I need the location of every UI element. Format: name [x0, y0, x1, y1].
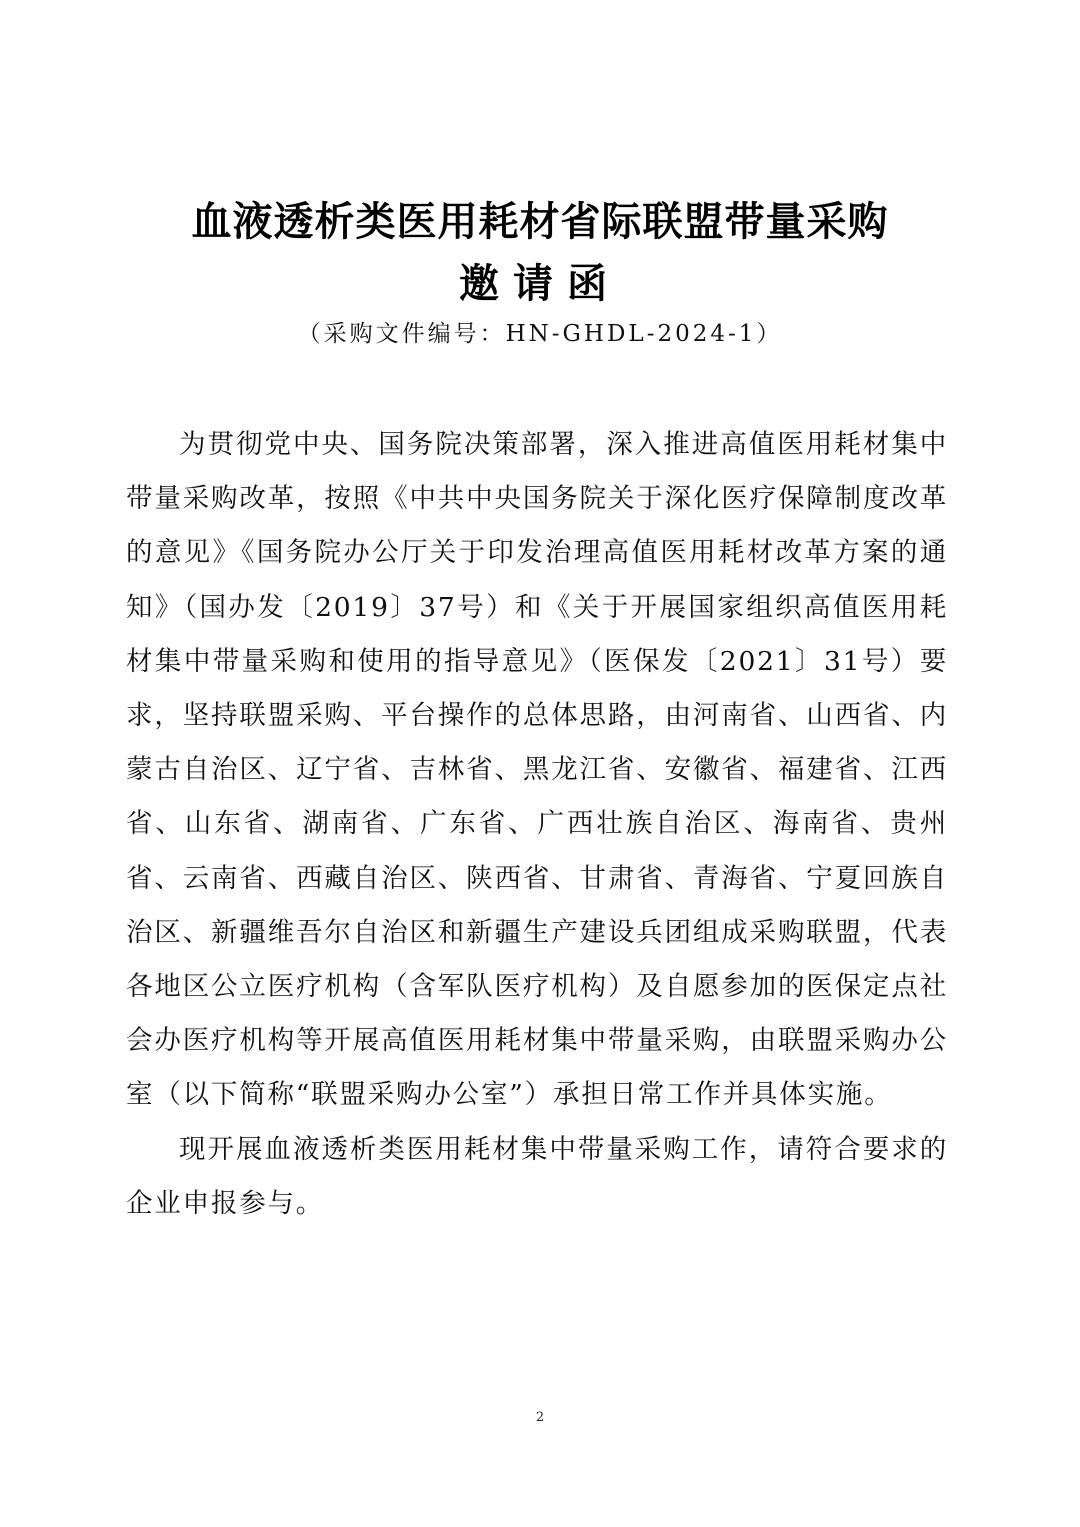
body-paragraph-2: 现开展血液透析类医用耗材集中带量采购工作，请符合要求的企业申报参与。 — [126, 1133, 948, 1219]
document-subtitle: 邀请函 — [459, 261, 621, 307]
page-number: 2 — [535, 1410, 545, 1425]
document-body — [126, 418, 948, 1231]
document-title: 血液透析类医用耗材省际联盟带量采购 — [191, 199, 889, 245]
procurement-document-number: （采购文件编号：HN-GHDL-2024-1） — [297, 321, 783, 347]
body-paragraph-1: 为贯彻党中央、国务院决策部署，深入推进高值医用耗材集中带量采购改革，按照《中共中央国务院关于深化医疗保障制度改革的意见》《国务院办公厅关于印发治理高值医用耗材改革方案的通知》（国办发〔2019〕37号）和《关于开展国家组织高值医用耗材集中带量采购和使用的指导意见》（医保发〔2021〕31号）要求，坚持联盟采购、平台操作的总体思路，由河南省、山西省、内蒙古自治区、辽宁省、吉林省、黑龙江省、安徽省、福建省、江西省、山东省、湖南省、广东省、广西壮族自治区、海南省、贵州省、云南省、西藏自治区、陕西省、甘肃省、青海省、宁夏回族自治区、新疆维吾尔自治区和新疆生产建设兵团组成采购联盟，代表各地区公立医疗机构（含军队医疗机构）及自愿参加的医保定点社会办医疗机构等开展高值医用耗材集中带量采购，由联盟采购办公室（以下简称“联盟采购办公室”）承担日常工作并具体实施。 — [126, 429, 948, 1111]
